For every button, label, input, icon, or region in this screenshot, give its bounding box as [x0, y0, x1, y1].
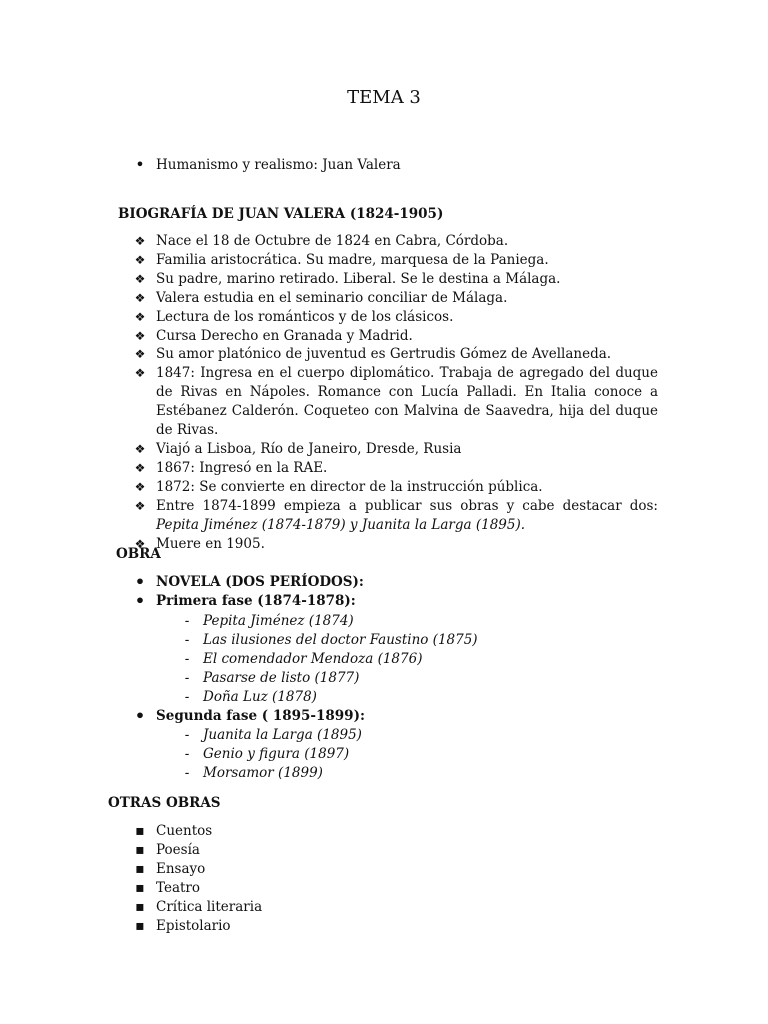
work-item: - Pepita Jiménez (1874) [203, 612, 623, 631]
biography-list [156, 232, 658, 553]
other-work-item: ▪ Ensayo [156, 860, 456, 879]
obra-list [156, 573, 636, 611]
work-item: - Pasarse de listo (1877) [203, 669, 623, 688]
dash-icon [179, 650, 195, 669]
diamond-bullet-icon [132, 232, 148, 251]
diamond-bullet-icon [132, 289, 148, 308]
biography-item: ❖ 1847: Ingresa en el cuerpo diplomático. Trabaja de agregado del duque de Rivas en Nápoles. Romance con Lucía Palladi. En Italia conoce a Estébanez Calderón. Coqueteo con Malvina de Saavedra, hija del duque de Rivas. [156, 364, 658, 440]
dash-icon [179, 669, 195, 688]
biography-item: ❖ Nace el 18 de Octubre de 1824 en Cabra, Córdoba. [156, 232, 658, 251]
bullet-icon [132, 156, 148, 176]
phase2-item: • Segunda fase ( 1895-1899): [156, 707, 636, 726]
page-title: TEMA 3 [347, 87, 421, 108]
square-bullet-icon [132, 879, 148, 898]
diamond-bullet-icon [132, 308, 148, 327]
otras-obras-list [156, 822, 456, 935]
biography-item: ❖ Su amor platónico de juventud es Gertrudis Gómez de Avellaneda. [156, 345, 658, 364]
work-item: - Las ilusiones del doctor Faustino (1875) [203, 631, 623, 650]
biography-item: ❖ 1867: Ingresó en la RAE. [156, 459, 658, 478]
bullet-icon [132, 707, 148, 727]
dash-icon [179, 688, 195, 707]
biography-item: ❖ Su padre, marino retirado. Liberal. Se le destina a Málaga. [156, 270, 658, 289]
work-item: - Genio y figura (1897) [203, 745, 623, 764]
diamond-bullet-icon [132, 270, 148, 289]
other-work-item: ▪ Epistolario [156, 917, 456, 936]
diamond-bullet-icon [132, 345, 148, 364]
phase2-works-list [203, 726, 623, 783]
diamond-bullet-icon [132, 459, 148, 478]
diamond-bullet-icon [132, 327, 148, 346]
novela-item: • NOVELA (DOS PERÍODOS): [156, 573, 636, 592]
other-work-item: ▪ Crítica literaria [156, 898, 456, 917]
biography-item: ❖ Muere en 1905. [156, 535, 658, 554]
other-work-item: ▪ Teatro [156, 879, 456, 898]
biography-item: ❖ Viajó a Lisboa, Río de Janeiro, Dresde, Rusia [156, 440, 658, 459]
dash-icon [179, 745, 195, 764]
bullet-icon [132, 592, 148, 612]
square-bullet-icon [132, 822, 148, 841]
square-bullet-icon [132, 898, 148, 917]
dash-icon [179, 764, 195, 783]
phase2-list [156, 707, 636, 726]
dash-icon [179, 631, 195, 650]
diamond-bullet-icon [132, 497, 148, 516]
diamond-bullet-icon [132, 440, 148, 459]
square-bullet-icon [132, 841, 148, 860]
biography-item-works: ❖ Entre 1874-1899 empieza a publicar sus obras y cabe destacar dos: Pepita Jiménez (1874-1879) y Juanita la Larga (1895). [156, 497, 658, 535]
square-bullet-icon [132, 917, 148, 936]
biography-item: ❖ Valera estudia en el seminario conciliar de Málaga. [156, 289, 658, 308]
biography-item: ❖ Familia aristocrática. Su madre, marquesa de la Paniega. [156, 251, 658, 270]
square-bullet-icon [132, 860, 148, 879]
biography-heading: BIOGRAFÍA DE JUAN VALERA (1824-1905) [118, 206, 444, 222]
otras-obras-heading: OTRAS OBRAS [108, 795, 221, 811]
other-work-item: ▪ Cuentos [156, 822, 456, 841]
biography-item: ❖ Cursa Derecho en Granada y Madrid. [156, 327, 658, 346]
diamond-bullet-icon [132, 364, 148, 383]
phase1-item: • Primera fase (1874-1878): [156, 592, 636, 611]
dash-icon [179, 612, 195, 631]
diamond-bullet-icon [132, 478, 148, 497]
other-work-item: ▪ Poesía [156, 841, 456, 860]
diamond-bullet-icon [132, 251, 148, 270]
bullet-icon [132, 573, 148, 593]
work-item: - Doña Luz (1878) [203, 688, 623, 707]
topic-list [156, 156, 676, 175]
highlighted-works: Pepita Jiménez (1874-1879) y Juanita la Larga (1895). [156, 516, 526, 533]
work-item: - Juanita la Larga (1895) [203, 726, 623, 745]
dash-icon [179, 726, 195, 745]
phase1-works-list [203, 612, 623, 707]
work-item: - El comendador Mendoza (1876) [203, 650, 623, 669]
work-item: - Morsamor (1899) [203, 764, 623, 783]
obra-heading: OBRA [116, 546, 161, 562]
topic-item: • Humanismo y realismo: Juan Valera [156, 156, 676, 175]
biography-item: ❖ 1872: Se convierte en director de la instrucción pública. [156, 478, 658, 497]
biography-item: ❖ Lectura de los románticos y de los clásicos. [156, 308, 658, 327]
